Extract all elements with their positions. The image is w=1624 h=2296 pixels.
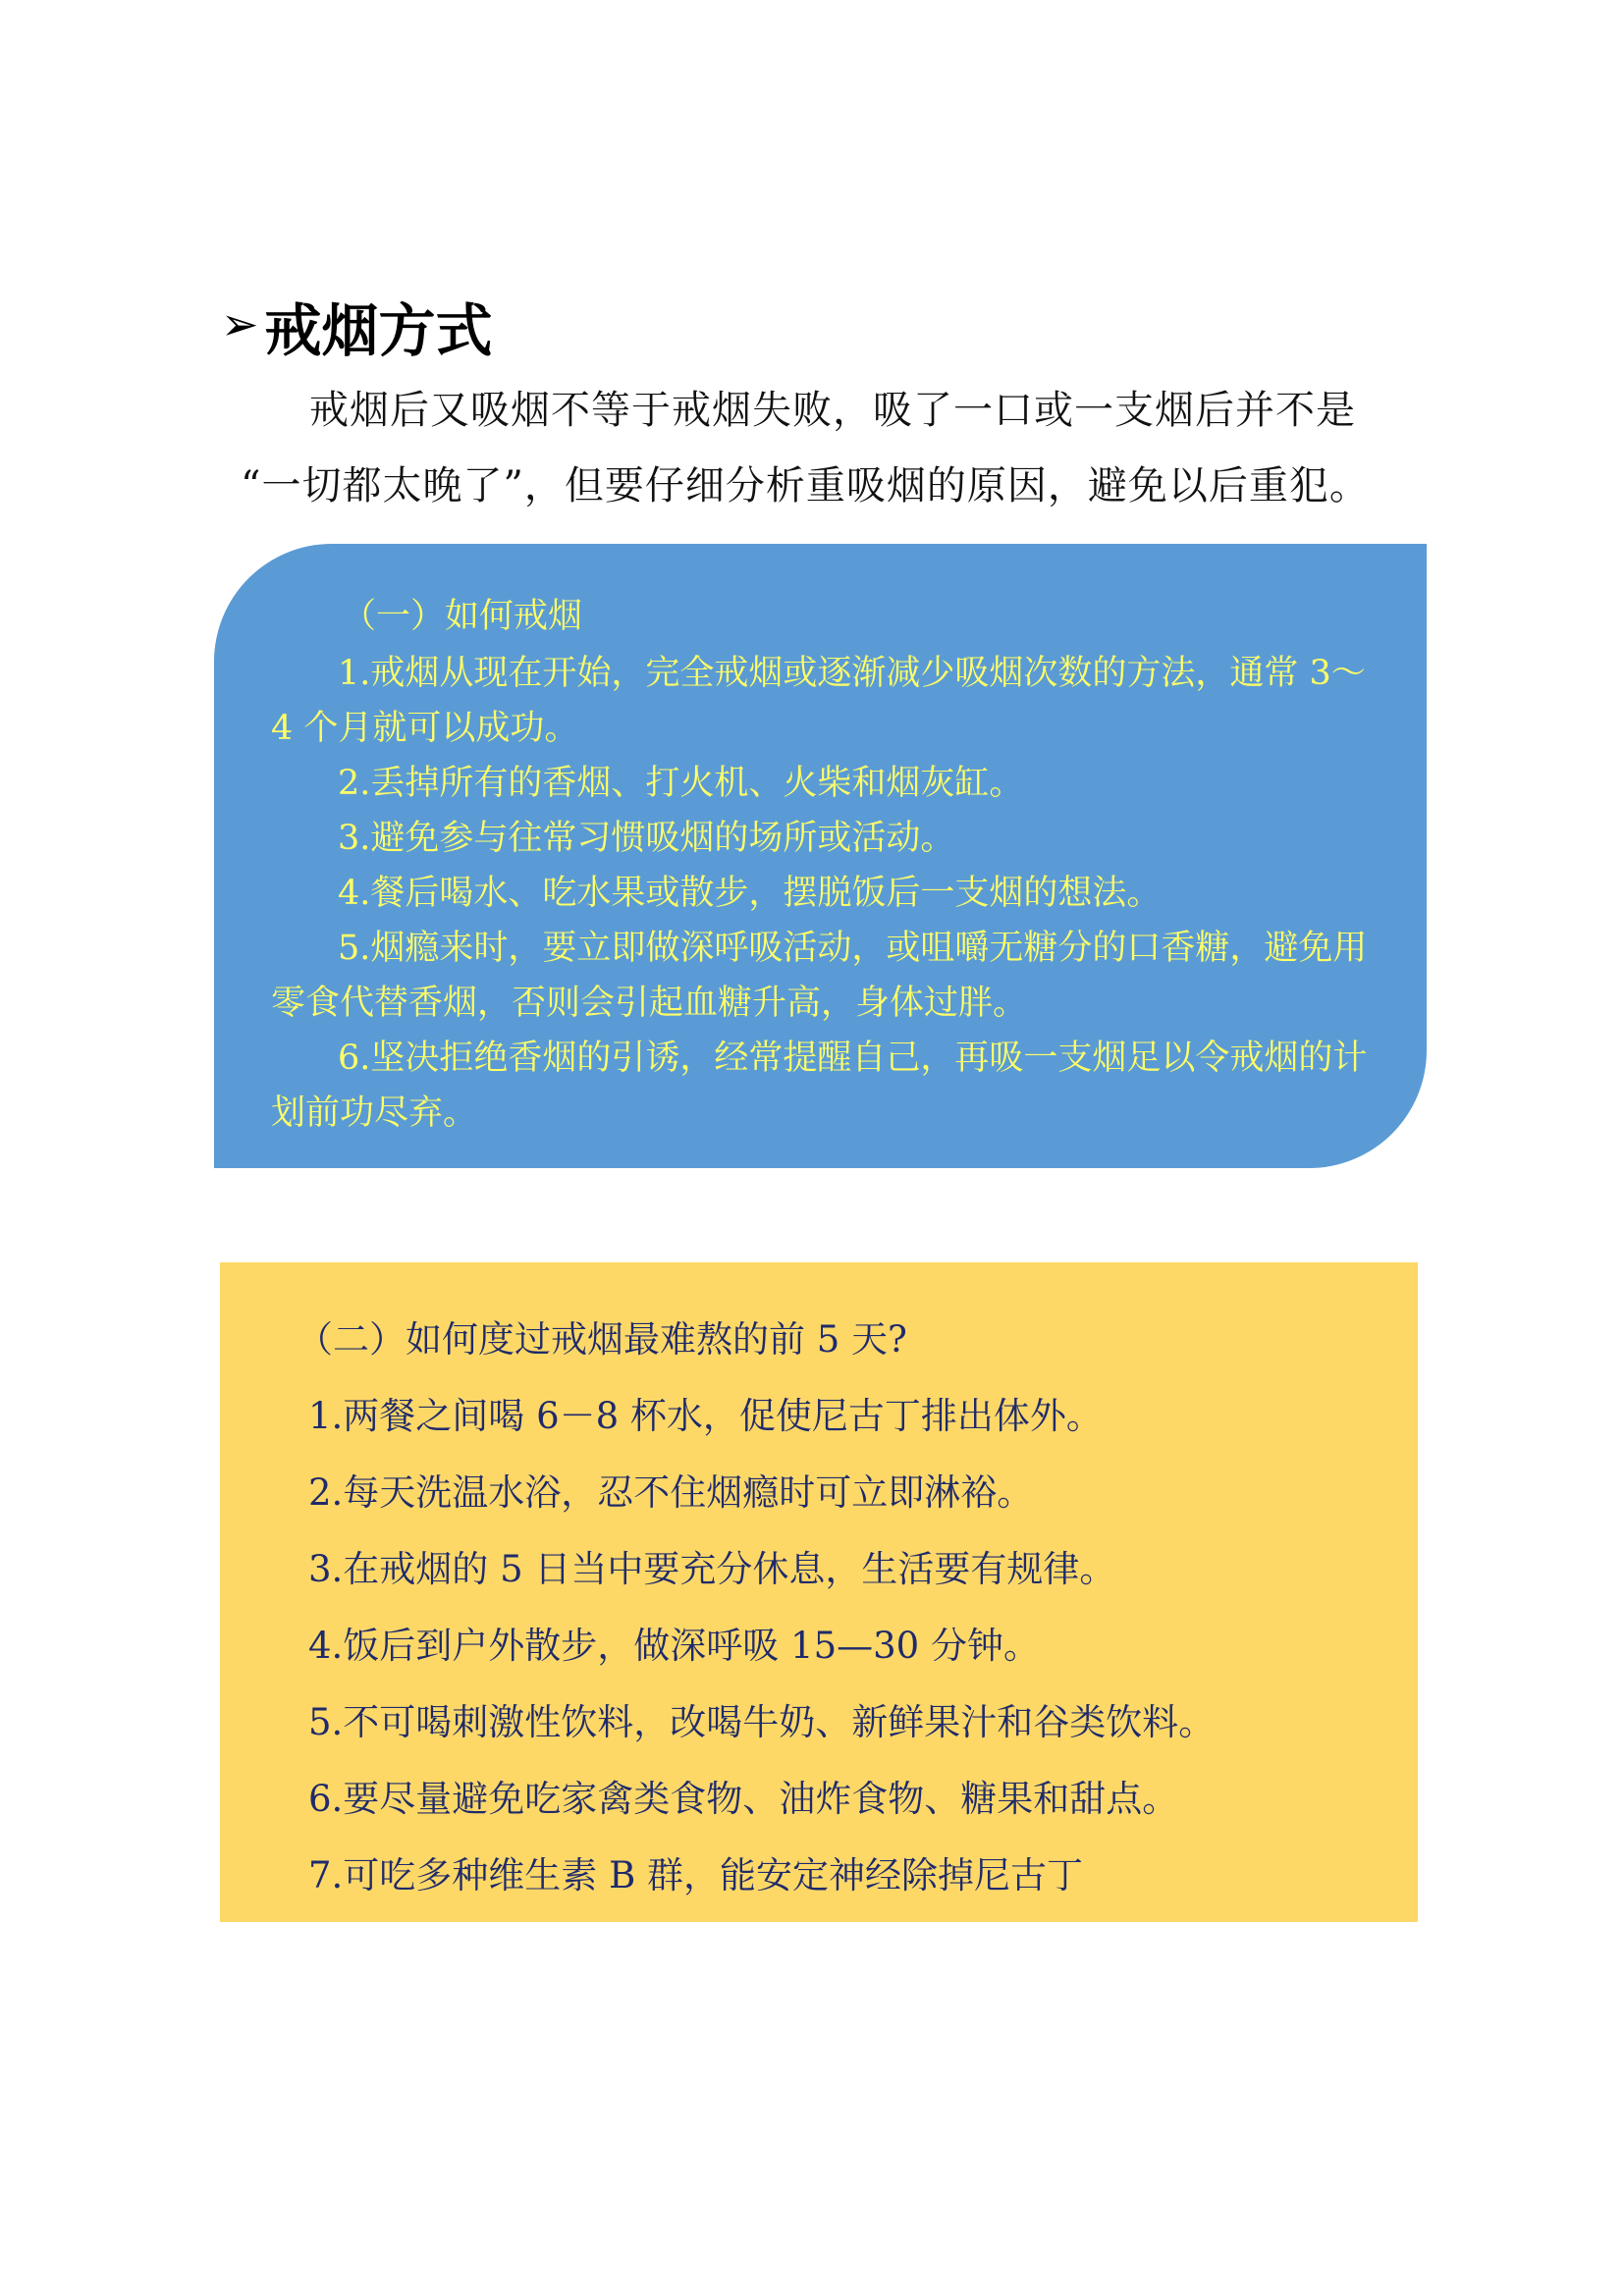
first-five-days-item: 2.每天洗温水浴，忍不住烟瘾时可立即淋裕。 xyxy=(308,1471,1034,1514)
first-five-days-item: 1.两餐之间喝 6－8 杯水，促使尼古丁排出体外。 xyxy=(308,1395,1103,1437)
first-five-days-title: （二）如何度过戒烟最难熬的前 5 天? xyxy=(297,1318,907,1361)
first-five-days-box xyxy=(220,1262,1418,1922)
how-to-quit-item: 2.丢掉所有的香烟、打火机、火柴和烟灰缸。 xyxy=(338,764,1024,803)
how-to-quit-item: 6.坚决拒绝香烟的引诱，经常提醒自己，再吸一支烟足以令戒烟的计划前功尽弃。 xyxy=(271,1039,1368,1133)
how-to-quit-box xyxy=(214,544,1427,1168)
how-to-quit-item: 1.戒烟从现在开始，完全戒烟或逐渐减少吸烟次数的方法，通常 3～4 个月就可以成功。 xyxy=(271,654,1366,748)
how-to-quit-title: （一）如何戒烟 xyxy=(342,597,583,636)
first-five-days-item: 6.要尽量避免吃家禽类食物、油炸食物、糖果和甜点。 xyxy=(308,1778,1179,1820)
arrow-bullet-icon: ➢ xyxy=(221,297,259,350)
first-five-days-item: 7.可吃多种维生素 B 群，能安定神经除掉尼古丁 xyxy=(308,1854,1084,1896)
intro-line-2: “一切都太晚了”，但要仔细分析重吸烟的原因，避免以后重犯。 xyxy=(241,463,1370,508)
how-to-quit-item: 4.餐后喝水、吃水果或散步，摆脱饭后一支烟的想法。 xyxy=(338,874,1162,913)
how-to-quit-item: 3.避免参与往常习惯吸烟的场所或活动。 xyxy=(338,819,955,858)
intro-paragraph xyxy=(241,373,1438,524)
section-heading xyxy=(221,287,493,365)
first-five-days-item: 4.饭后到户外散步，做深呼吸 15—30 分钟。 xyxy=(308,1625,1040,1667)
first-five-days-item: 5.不可喝刺激性饮料，改喝牛奶、新鲜果汁和谷类饮料。 xyxy=(308,1701,1216,1743)
intro-line-1: 戒烟后又吸烟不等于戒烟失败，吸了一口或一支烟后并不是 xyxy=(309,388,1356,433)
heading-title: 戒烟方式 xyxy=(264,297,493,364)
first-five-days-item: 3.在戒烟的 5 日当中要充分休息，生活要有规律。 xyxy=(308,1548,1116,1590)
how-to-quit-item: 5.烟瘾来时，要立即做深呼吸活动，或咀嚼无糖分的口香糖，避免用零食代替香烟，否则会引起血糖升高，身体过胖。 xyxy=(271,929,1368,1023)
